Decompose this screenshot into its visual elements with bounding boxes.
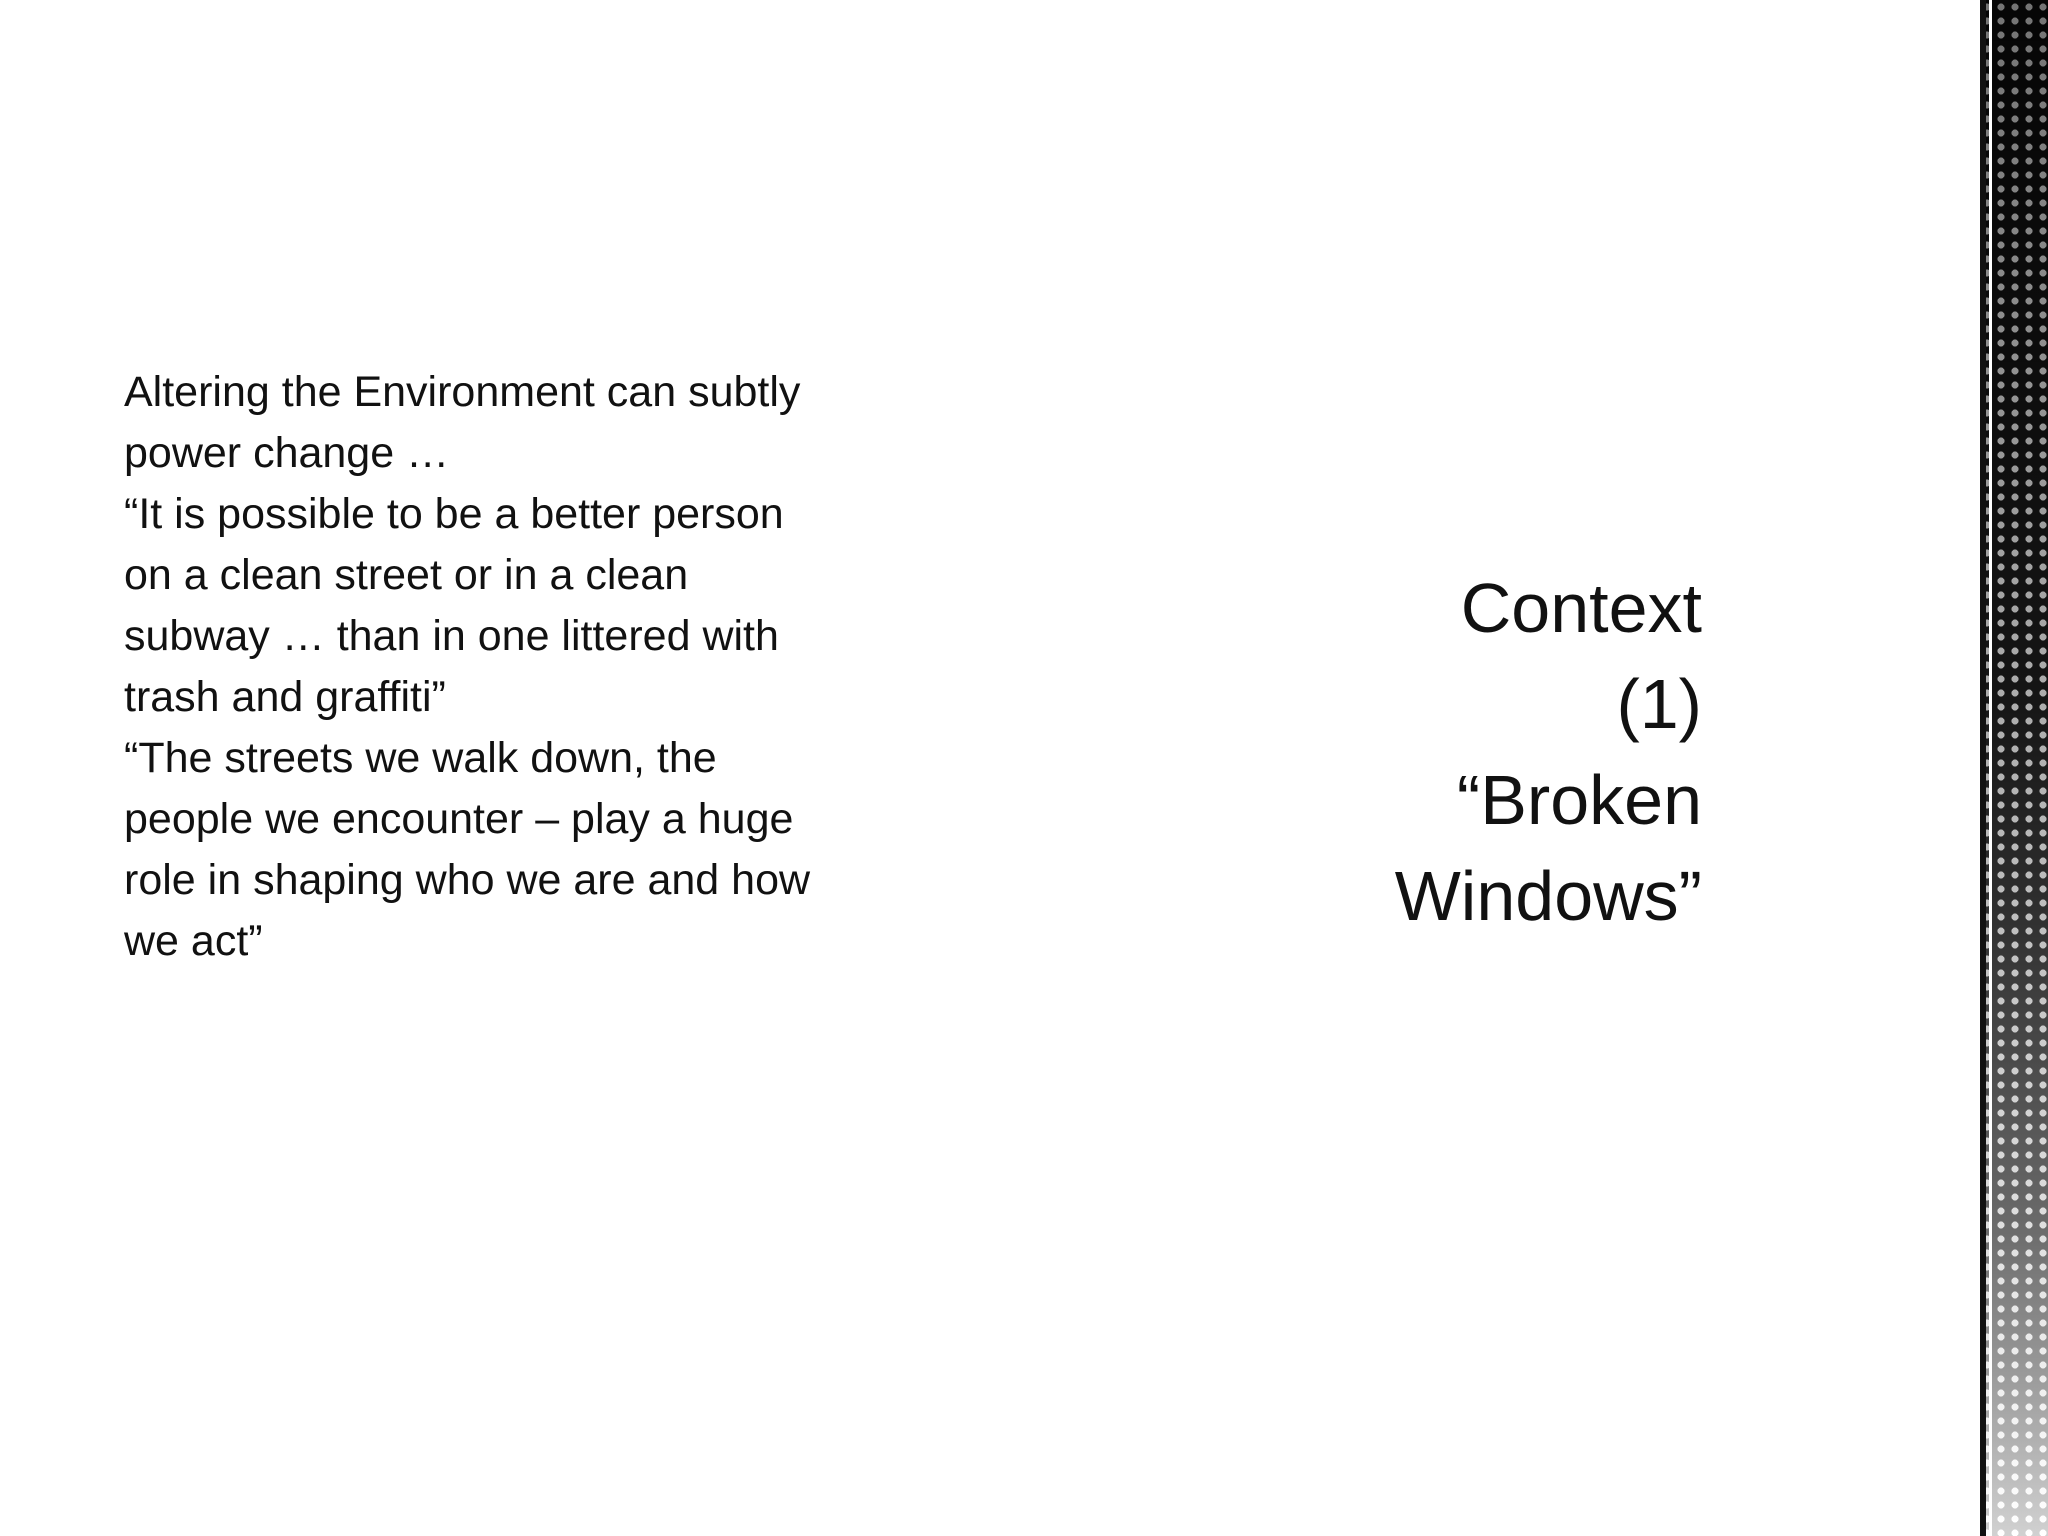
body-paragraph-2-quote: “It is possible to be a better person on a clean street or in a clean subway … than in one littered with trash and graffiti” — [124, 490, 784, 721]
slide-title — [1142, 560, 1702, 944]
body-paragraph-3-quote: “The streets we walk down, the people we encounter – play a huge role in shaping who we are and how we act” — [124, 734, 811, 965]
decorative-edge-highlight — [1989, 0, 1992, 1536]
title-line-2: (1) — [1616, 665, 1702, 743]
title-line-1: Context — [1460, 569, 1702, 647]
body-text-block — [124, 362, 924, 972]
title-line-3: “Broken — [1456, 761, 1702, 839]
title-line-4: Windows” — [1394, 857, 1702, 935]
decorative-edge-line — [1980, 0, 1986, 1536]
body-paragraph-1: Altering the Environment can subtly power change … — [124, 368, 801, 477]
